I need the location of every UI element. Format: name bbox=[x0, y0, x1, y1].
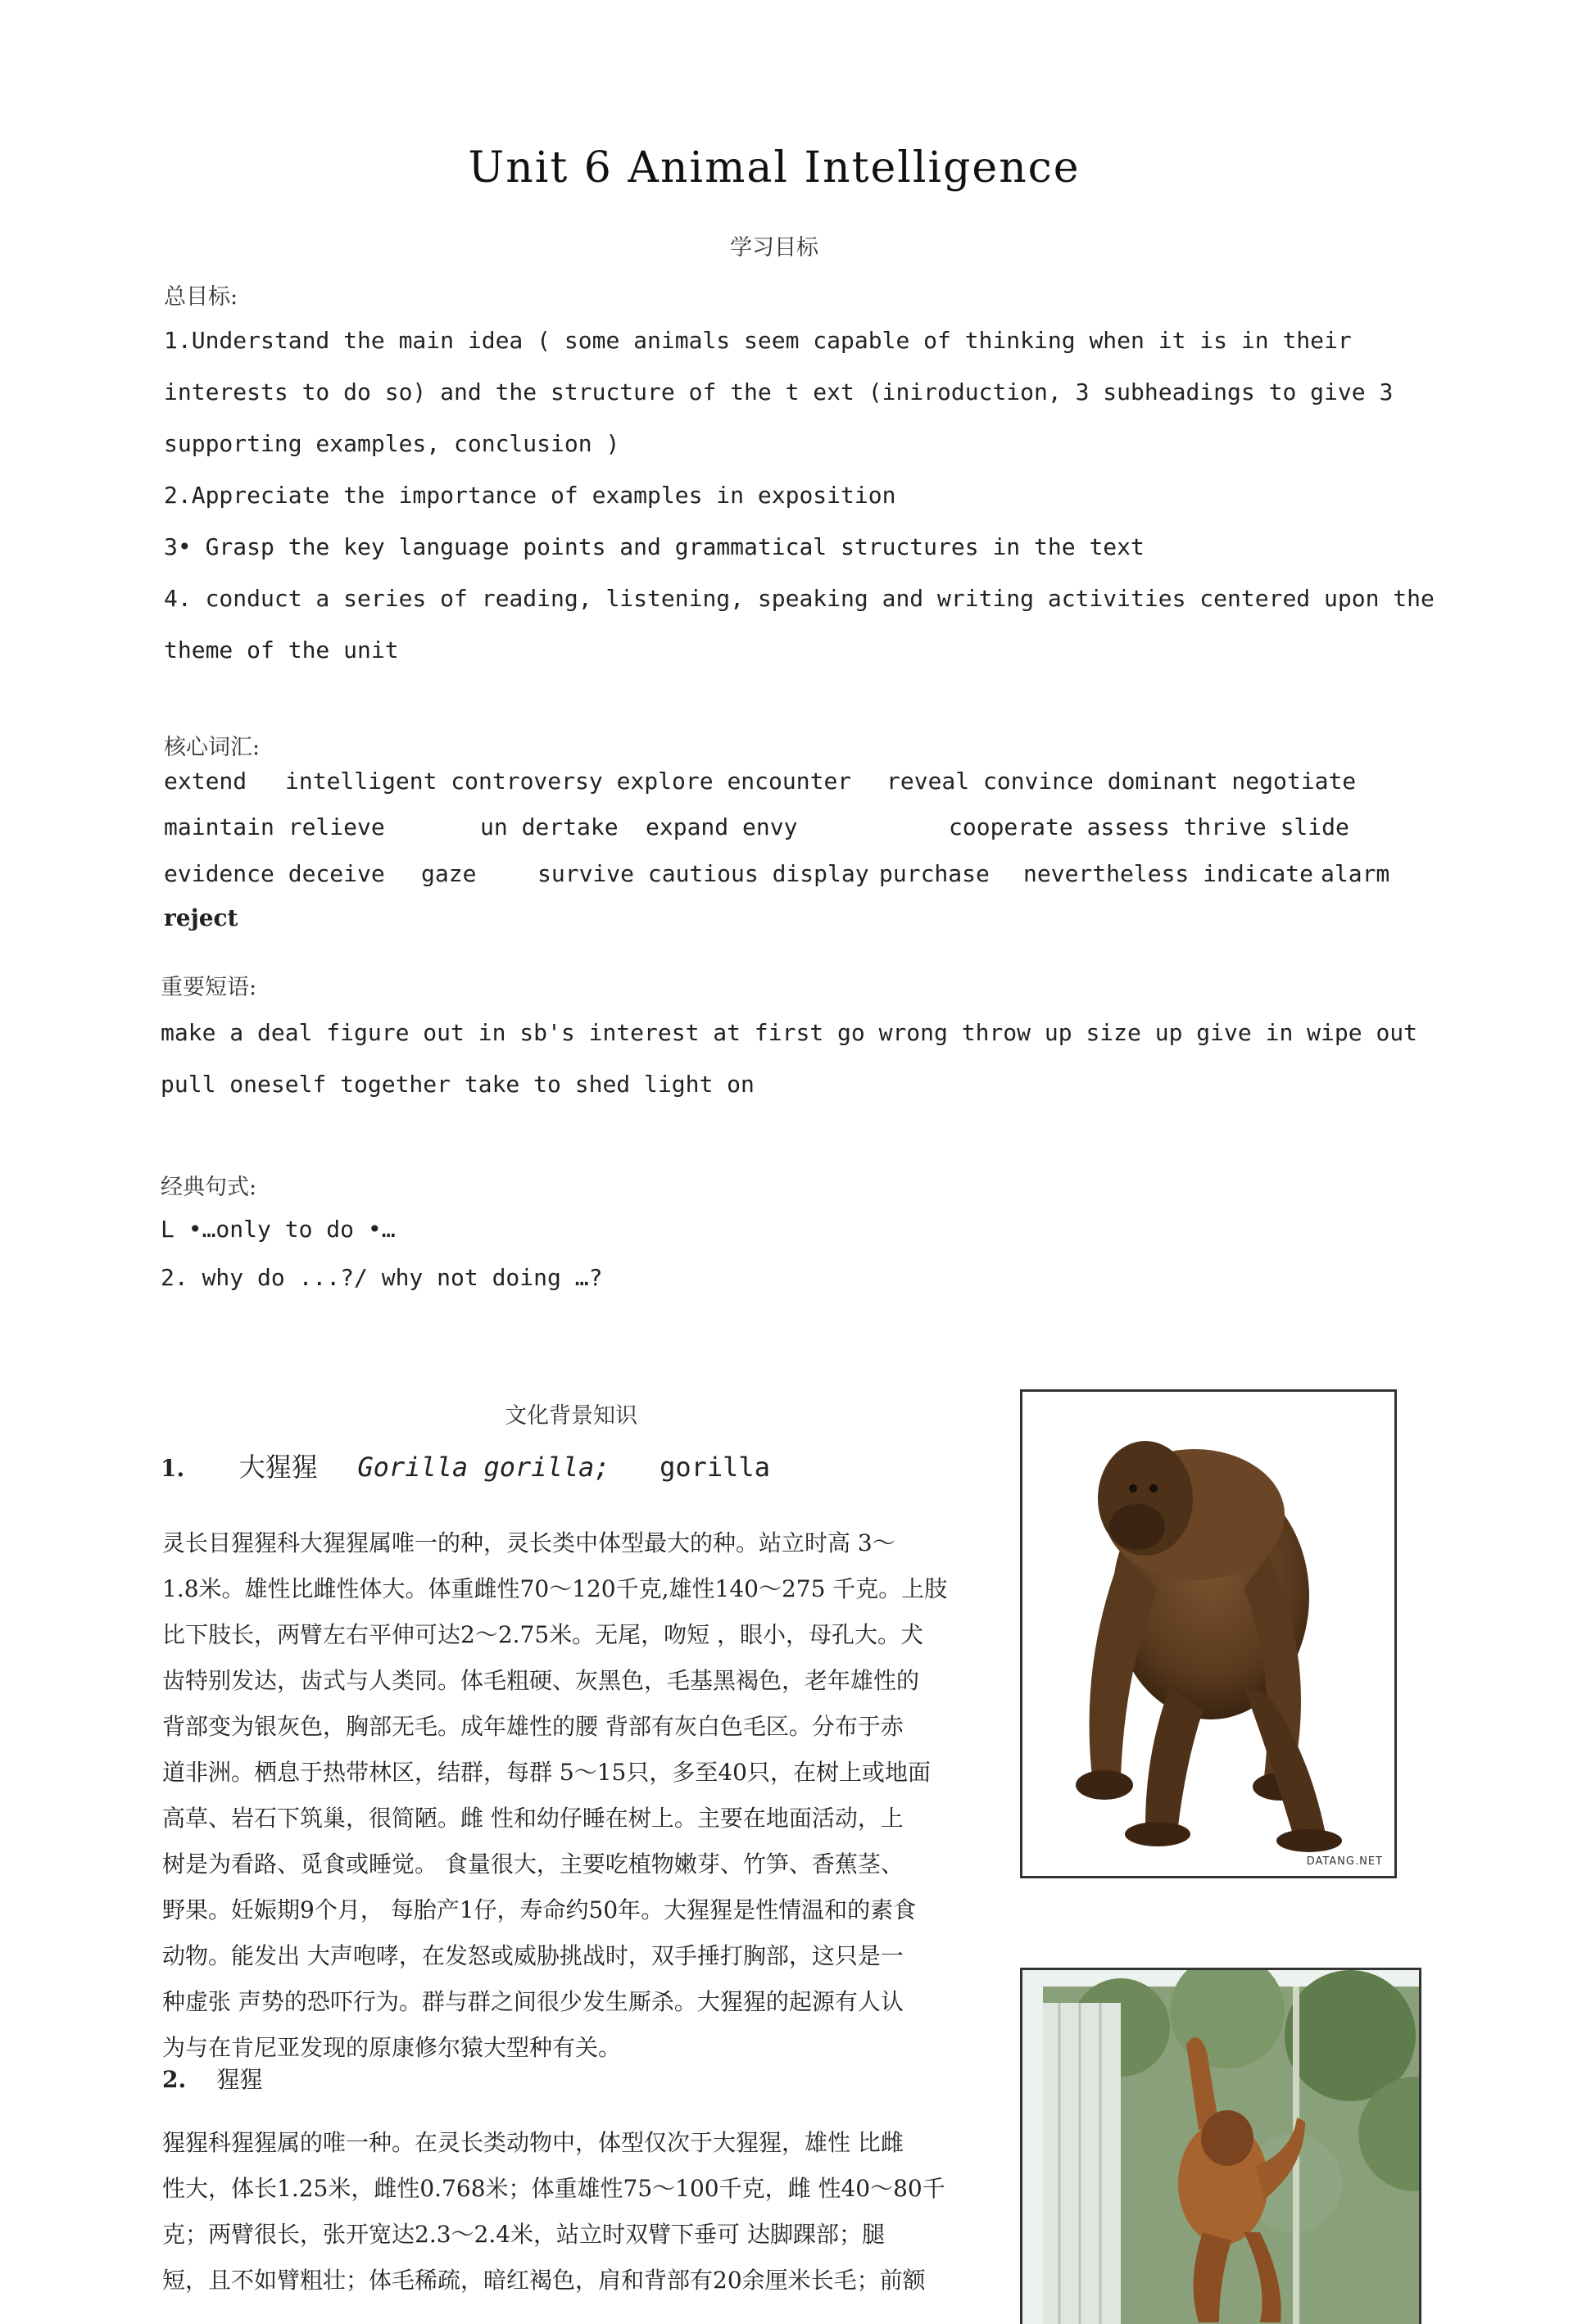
phrase-line: pull oneself together take to shed light on bbox=[161, 1071, 755, 1098]
objectives-label: 总目标: bbox=[164, 284, 238, 310]
item-number: 2. bbox=[162, 2066, 187, 2093]
objective-line: theme of the unit bbox=[164, 636, 399, 664]
vocab-word: gaze bbox=[421, 860, 477, 887]
phrases-label: 重要短语: bbox=[161, 975, 257, 1000]
gorilla-text-line: 道非洲。栖息于热带林区，结群，每群 5～15只，多至40只，在树上或地面 bbox=[162, 1759, 931, 1786]
objective-line: interests to do so) and the structure of the t ext (iniroduction, 3 subheadings to give 3 bbox=[164, 378, 1394, 405]
vocab-word: maintain relieve bbox=[164, 813, 385, 840]
orangutan-text-line: 猩猩科猩猩属的唯一种。在灵长类动物中，体型仅次于大猩猩，雄性 比雌 bbox=[162, 2129, 904, 2156]
orangutan-illustration bbox=[1022, 1970, 1421, 2324]
orangutan-text-line: 性大，体长1.25米，雌性0.768米；体重雄性75～100千克，雌 性40～80千 bbox=[162, 2175, 945, 2202]
objective-line: 1.Understand the main idea ( some animals seem capable of thinking when it is in their bbox=[164, 327, 1352, 354]
vocab-word: cooperate assess thrive slide bbox=[949, 813, 1349, 840]
gorilla-text-line: 动物。能发出 大声咆哮，在发怒或威胁挑战时，双手捶打胸部，这只是一 bbox=[162, 1942, 904, 1969]
gorilla-heading bbox=[161, 1447, 770, 1484]
vocab-word: alarm bbox=[1321, 860, 1390, 887]
gorilla-text-line: 野果。妊娠期9个月， 每胎产1仔，寿命约50年。大猩猩是性情温和的素食 bbox=[162, 1896, 917, 1923]
sentences-label: 经典句式: bbox=[161, 1175, 257, 1200]
gorilla-text-line: 为与在肯尼亚发现的原康修尔猿大型种有关。 bbox=[162, 2034, 622, 2061]
gorilla-text-line: 1.8米。雄性比雌性体大。体重雌性70～120千克,雄性140～275 千克。上肢 bbox=[162, 1575, 948, 1602]
sentence-line: 2. why do ...?/ why not doing …? bbox=[161, 1264, 603, 1291]
photo-credit: DATANG.NET bbox=[1306, 1855, 1383, 1868]
orangutan-heading bbox=[162, 2062, 263, 2095]
item-number: 1. bbox=[161, 1455, 185, 1482]
vocab-word: purchase bbox=[879, 860, 990, 887]
vocab-word: intelligent controversy explore encounter bbox=[285, 768, 852, 795]
objective-line: 3• Grasp the key language points and grammatical structures in the text bbox=[164, 533, 1145, 560]
objective-line: 4. conduct a series of reading, listening, speaking and writing activities centered upon the bbox=[164, 585, 1435, 612]
gorilla-text-line: 比下肢长，两臂左右平伸可达2～2.75米。无尾，吻短 ，眼小，母孔大。犬 bbox=[162, 1621, 924, 1648]
gorilla-text-line: 种虚张 声势的恐吓行为。群与群之间很少发生厮杀。大猩猩的起源有人认 bbox=[162, 1988, 904, 2015]
vocabulary-label: 核心词汇: bbox=[164, 735, 261, 760]
gorilla-illustration bbox=[1022, 1392, 1394, 1876]
vocab-word: extend bbox=[164, 768, 247, 795]
objective-line: supporting examples, conclusion ) bbox=[164, 430, 620, 457]
orangutan-text-line: 短，且不如臂粗壮；体毛稀疏，暗红褐色，肩和背部有20余厘米长毛；前额 bbox=[162, 2267, 926, 2294]
gorilla-en-name: gorilla bbox=[660, 1452, 770, 1483]
gorilla-text-line: 灵长目猩猩科大猩猩属唯一的种，灵长类中体型最大的种。站立时高 3～ bbox=[162, 1529, 895, 1556]
gorilla-latin-name: Gorilla gorilla; bbox=[357, 1452, 610, 1483]
orangutan-cn-name: 猩猩 bbox=[216, 2066, 263, 2093]
objective-line: 2.Appreciate the importance of examples in exposition bbox=[164, 482, 896, 509]
vocab-word: nevertheless indicate bbox=[1023, 860, 1314, 887]
gorilla-cn-name: 大猩猩 bbox=[238, 1452, 318, 1483]
vocab-word: survive cautious display bbox=[537, 860, 869, 887]
gorilla-text-line: 齿特别发达，齿式与人类同。体毛粗硬、灰黑色，毛基黑褐色，老年雄性的 bbox=[162, 1667, 920, 1694]
vocab-word: un dertake bbox=[480, 813, 619, 840]
phrase-line: make a deal figure out in sb's interest at first go wrong throw up size up give in wipe out bbox=[161, 1019, 1418, 1046]
vocab-word: reject bbox=[164, 904, 238, 931]
gorilla-photo bbox=[1020, 1389, 1397, 1878]
orangutan-text-line: 克；两臂很长，张开宽达2.3～2.4米，站立时双臂下垂可 达脚踝部；腿 bbox=[162, 2221, 885, 2248]
page-title: Unit 6 Animal Intelligence bbox=[468, 143, 1081, 193]
vocab-word: evidence deceive bbox=[164, 860, 385, 887]
gorilla-text-line: 背部变为银灰色，胸部无毛。成年雄性的腰 背部有灰白色毛区。分布于赤 bbox=[162, 1713, 904, 1740]
gorilla-text-line: 树是为看路、觅食或睡觉。 食量很大，主要吃植物嫩芽、竹笋、香蕉茎、 bbox=[162, 1851, 904, 1878]
sentence-line: L •…only to do •… bbox=[161, 1216, 396, 1243]
vocab-word: expand envy bbox=[646, 813, 798, 840]
orangutan-photo bbox=[1020, 1968, 1421, 2324]
vocab-word: reveal convince dominant negotiate bbox=[886, 768, 1357, 795]
culture-heading: 文化背景知识 bbox=[505, 1403, 637, 1429]
page-subtitle: 学习目标 bbox=[730, 235, 818, 260]
gorilla-text-line: 高草、岩石下筑巢，很简陋。雌 性和幼仔睡在树上。主要在地面活动，上 bbox=[162, 1805, 904, 1832]
